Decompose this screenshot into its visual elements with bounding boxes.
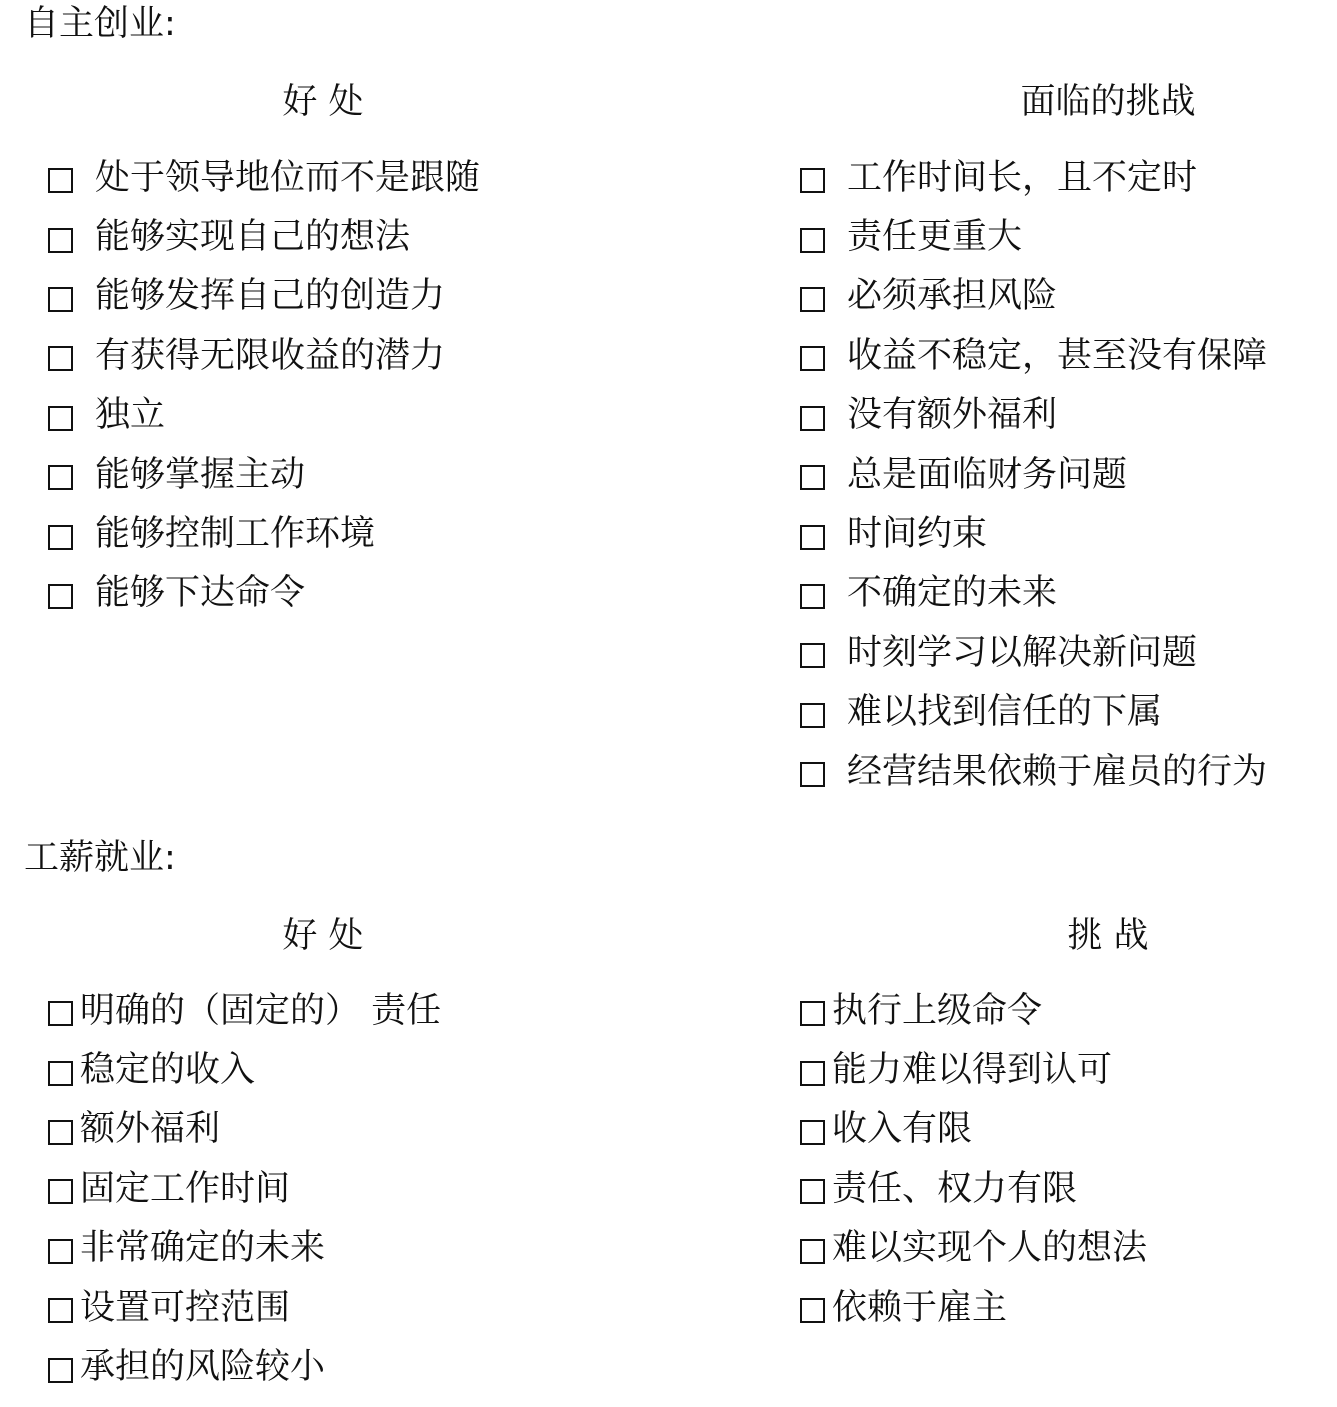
checkbox[interactable] [48,1120,73,1145]
checklist-item [800,445,1267,504]
checklist-item-label: 时刻学习以解决新问题 [847,632,1198,673]
checklist-item-label: 设置可控范围 [80,1287,291,1328]
checklist-item [48,1337,441,1396]
checkbox[interactable] [800,346,825,371]
self-employment-benefits-heading: 好 处 [282,82,364,122]
checklist-item [800,564,1267,623]
checkbox[interactable] [800,643,825,668]
checklist-item-label: 时间约束 [847,514,988,555]
checkbox[interactable] [48,1179,73,1204]
checklist-item-label: 责任、权力有限 [832,1168,1078,1209]
checklist-item-label: 能够掌握主动 [95,454,306,495]
checklist-item [800,1159,1147,1218]
checklist-item-label: 责任更重大 [847,217,1023,258]
checklist-item-label: 稳定的收入 [80,1050,256,1091]
wage-employment-title: 工薪就业: [24,838,176,878]
checklist-item-label: 能力难以得到认可 [832,1050,1113,1091]
checklist-item [48,1100,441,1159]
checklist-item [800,148,1267,207]
checklist-item [48,981,441,1040]
checklist-item [48,445,480,504]
checklist-item [800,1219,1147,1278]
checklist-item [800,1040,1147,1099]
checkbox[interactable] [48,1298,73,1323]
checklist-item-label: 固定工作时间 [80,1168,291,1209]
checkbox[interactable] [800,465,825,490]
checklist-item-label: 不确定的未来 [847,573,1058,614]
checkbox[interactable] [48,465,73,490]
checkbox[interactable] [48,168,73,193]
checkbox[interactable] [48,406,73,431]
checkbox[interactable] [48,1239,73,1264]
checklist-item [800,504,1267,563]
checklist-item [48,1219,441,1278]
checklist-item-label: 执行上级命令 [832,990,1043,1031]
checkbox[interactable] [800,762,825,787]
checklist-item-label: 处于领导地位而不是跟随 [95,157,481,198]
checkbox[interactable] [800,168,825,193]
checklist-item-label: 能够发挥自己的创造力 [95,276,446,317]
self-employment-challenges-heading: 面临的挑战 [1020,82,1196,122]
checkbox[interactable] [800,228,825,253]
checkbox[interactable] [800,287,825,312]
checklist-item [48,1040,441,1099]
wage-employment-challenges-heading: 挑 战 [1067,916,1149,956]
checklist-item [800,1278,1147,1337]
checkbox[interactable] [48,584,73,609]
checkbox[interactable] [800,1120,825,1145]
checklist-item [800,386,1267,445]
checklist-item [800,623,1267,682]
checklist-item [48,207,480,266]
checkbox[interactable] [48,346,73,371]
checklist-item-label: 能够下达命令 [95,573,306,614]
self-employment-title: 自主创业: [24,4,176,44]
checklist-item-label: 经营结果依赖于雇员的行为 [847,751,1268,792]
checklist-item-label: 收入有限 [832,1109,973,1150]
checklist-item [48,504,480,563]
checkbox[interactable] [800,1179,825,1204]
self-employment-challenges-list [800,148,1267,801]
checklist-item [800,742,1267,801]
checklist-item [800,981,1147,1040]
checklist-item [48,564,480,623]
checkbox[interactable] [800,1298,825,1323]
checkbox[interactable] [800,1239,825,1264]
checkbox[interactable] [48,525,73,550]
checkbox[interactable] [800,703,825,728]
checklist-item-label: 有获得无限收益的潜力 [95,335,446,376]
self-employment-benefits-list [48,148,480,623]
checklist-item [48,267,480,326]
checkbox[interactable] [800,406,825,431]
checklist-item-label: 必须承担风险 [847,276,1058,317]
checklist-item-label: 收益不稳定，甚至没有保障 [847,335,1268,376]
checklist-item-label: 能够控制工作环境 [95,514,376,555]
checklist-item-label: 难以找到信任的下属 [847,692,1163,733]
checkbox[interactable] [48,1001,73,1026]
checklist-item-label: 难以实现个人的想法 [832,1228,1148,1269]
checkbox[interactable] [800,1001,825,1026]
checklist-item-label: 依赖于雇主 [832,1287,1008,1328]
checklist-item [800,683,1267,742]
checklist-item-label: 额外福利 [80,1109,221,1150]
checklist-item-label: 非常确定的未来 [80,1228,326,1269]
checklist-item-label: 没有额外福利 [847,395,1058,436]
checklist-item [800,207,1267,266]
checkbox[interactable] [48,228,73,253]
checklist-item [48,326,480,385]
checklist-item [48,386,480,445]
checklist-item [48,1278,441,1337]
wage-employment-challenges-list [800,981,1147,1337]
checklist-item-label: 明确的（固定的） 责任 [80,990,442,1031]
checkbox[interactable] [800,525,825,550]
checklist-item-label: 独立 [95,395,166,436]
checklist-item-label: 总是面临财务问题 [847,454,1128,495]
wage-employment-benefits-heading: 好 处 [282,916,364,956]
checklist-item-label: 能够实现自己的想法 [95,217,411,258]
checklist-item [800,267,1267,326]
checklist-item [800,326,1267,385]
checklist-item-label: 承担的风险较小 [80,1347,326,1388]
checkbox[interactable] [800,1061,825,1086]
checklist-item [48,148,480,207]
checkbox[interactable] [48,1358,73,1383]
checkbox[interactable] [800,584,825,609]
checklist-item [800,1100,1147,1159]
checkbox[interactable] [48,1061,73,1086]
wage-employment-benefits-list [48,981,441,1397]
checklist-item [48,1159,441,1218]
checklist-item-label: 工作时间长，且不定时 [847,157,1198,198]
checkbox[interactable] [48,287,73,312]
